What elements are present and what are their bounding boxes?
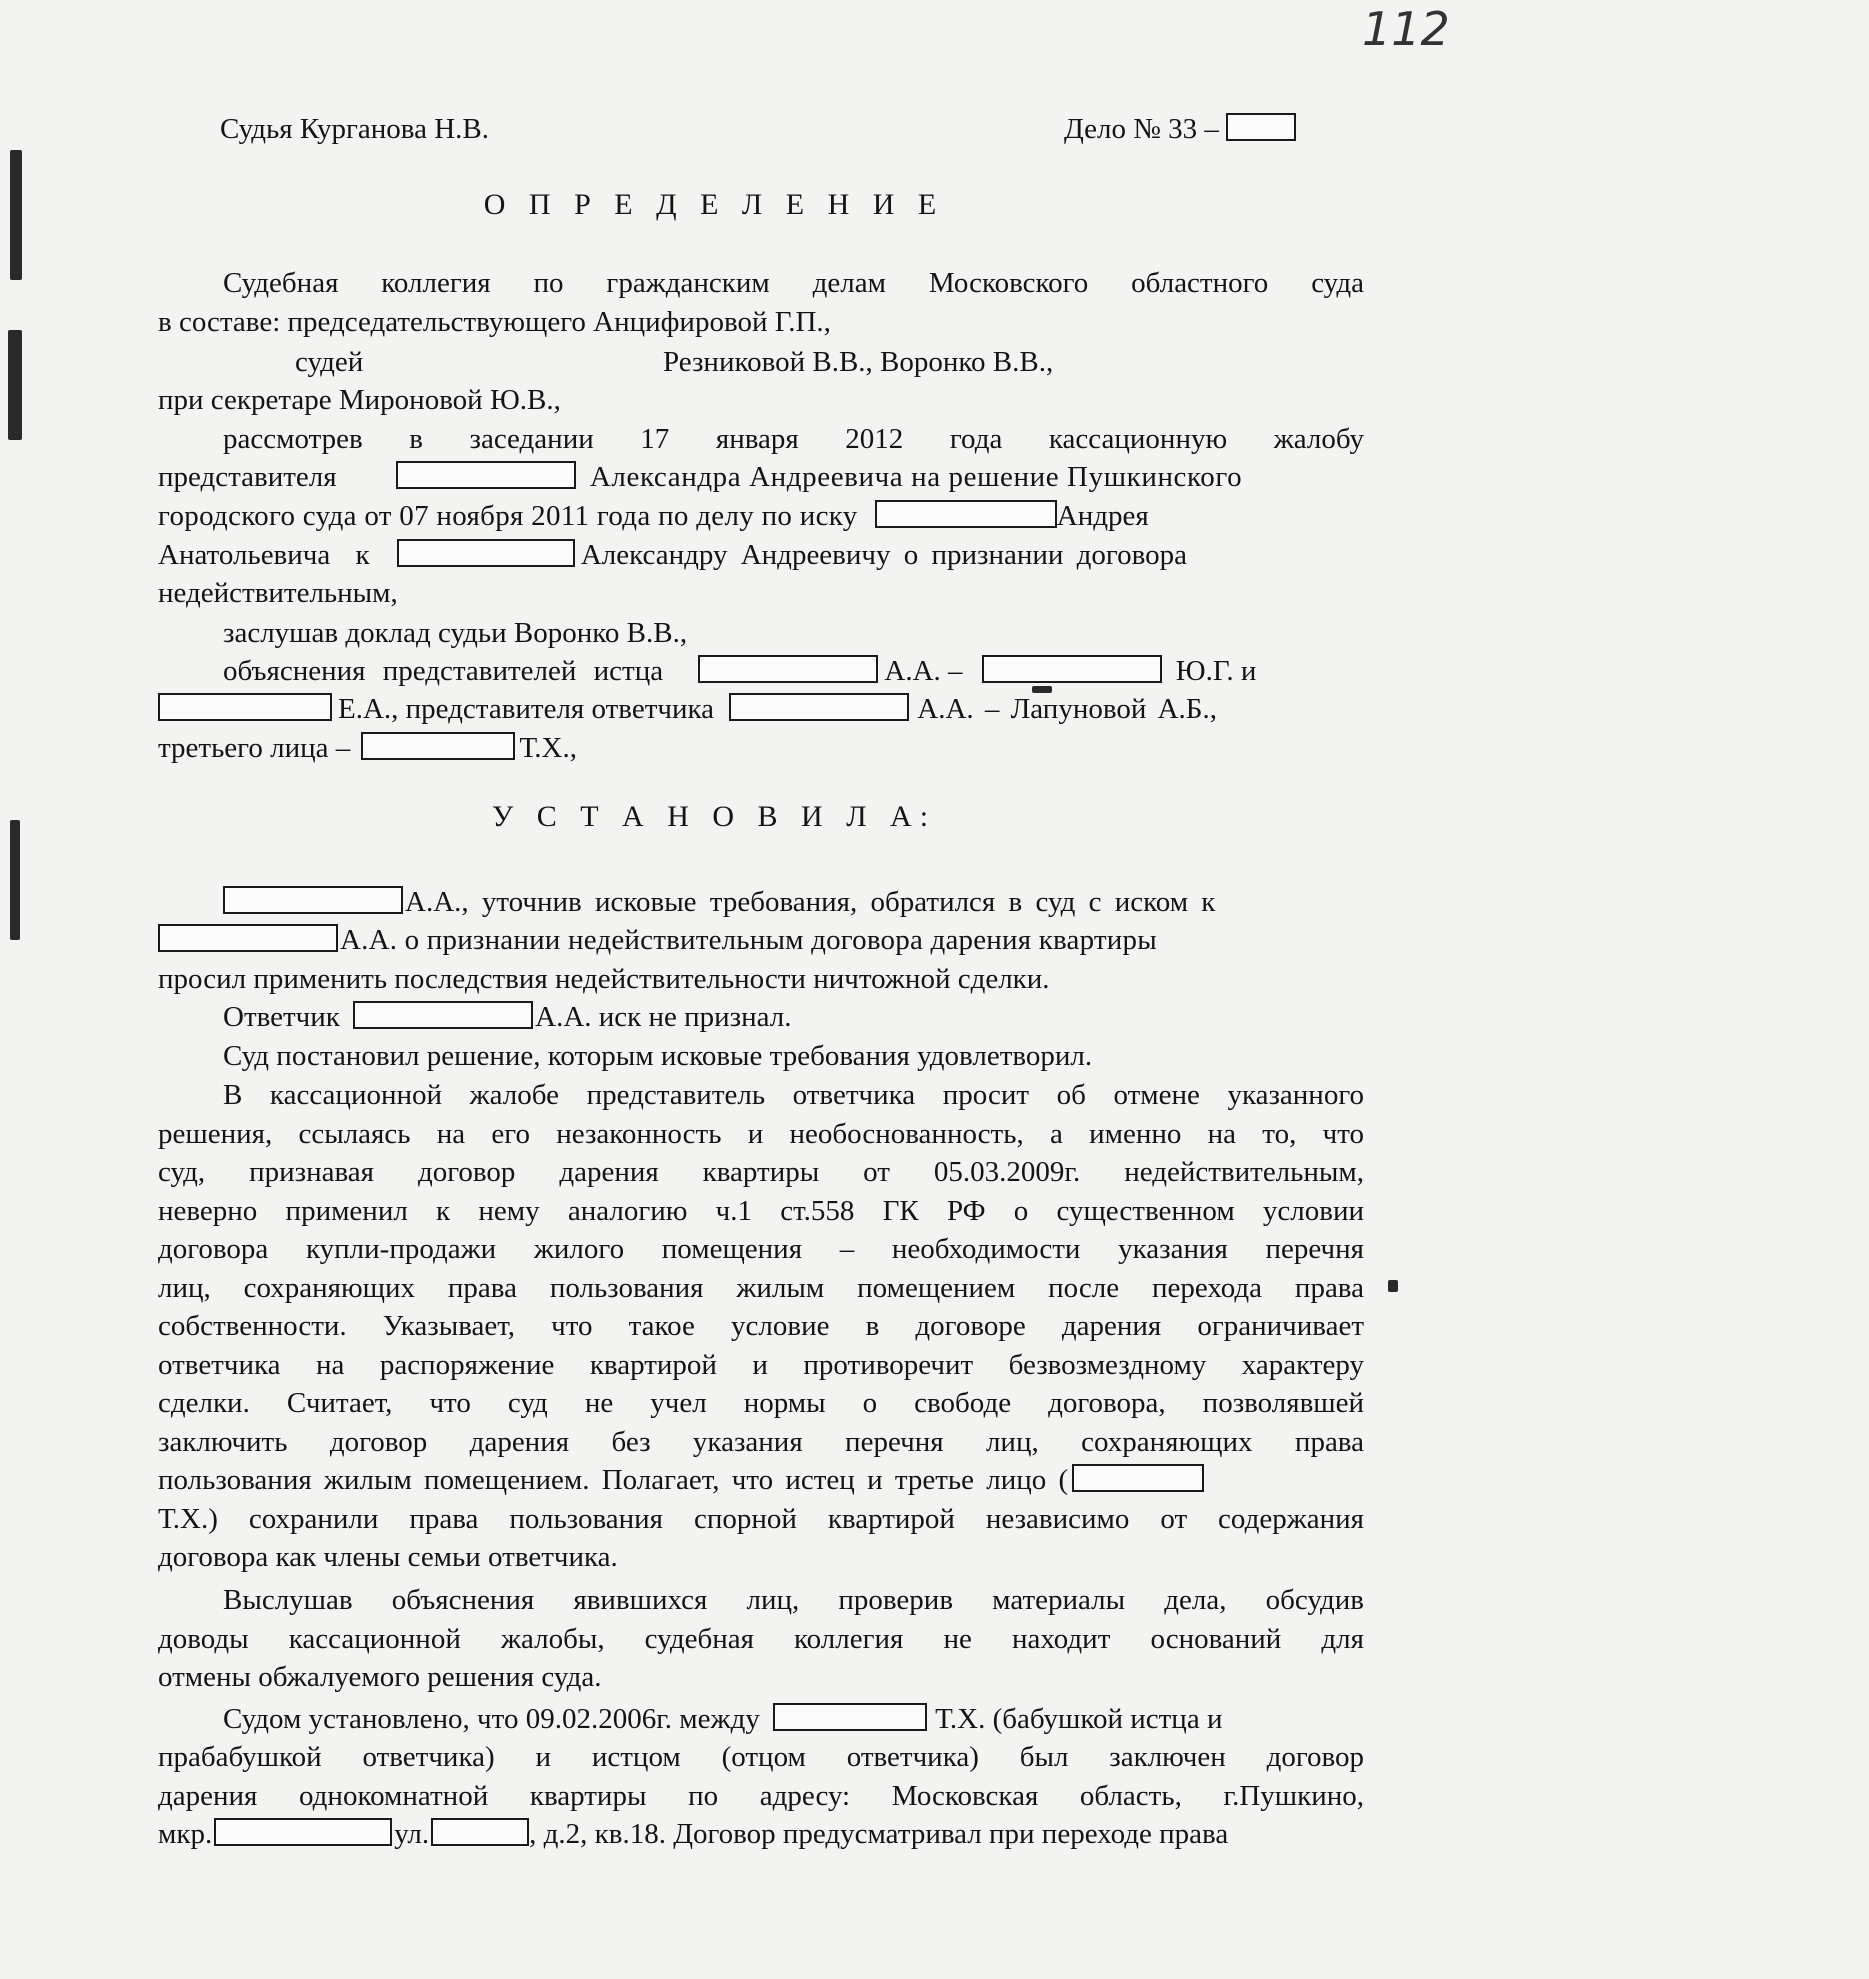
text-line: неверно применил к нему аналогию ч.1 ст.558 ГК РФ о существенном условии bbox=[158, 1195, 1364, 1227]
redacted-box bbox=[396, 461, 576, 489]
text-line: Е.А., представителя ответчика А.А. – Лапуновой А.Б., bbox=[158, 690, 1364, 728]
text-line: Ответчик А.А. иск не признал. bbox=[223, 1001, 792, 1033]
text-line: заключить договор дарения без указания перечня лиц, сохраняющих права bbox=[158, 1426, 1364, 1458]
text-line: прабабушкой ответчика) и истцом (отцом ответчика) был заключен договор bbox=[158, 1741, 1364, 1773]
text-line: объяснения представителей истца А.А. – Ю.Г. и bbox=[223, 655, 1257, 687]
scan-edge-mark bbox=[1388, 1280, 1398, 1292]
scan-edge-mark bbox=[8, 330, 22, 440]
text-line: просил применить последствия недействительности ничтожной сделки. bbox=[158, 963, 1050, 995]
text-line: Судебная коллегия по гражданским делам Московского областного суда bbox=[223, 267, 1364, 299]
text-line: ответчика на распоряжение квартирой и противоречит безвозмездному характеру bbox=[158, 1349, 1364, 1381]
redacted-box bbox=[431, 1818, 529, 1846]
text-line: Суд постановил решение, которым исковые требования удовлетворил. bbox=[223, 1040, 1093, 1072]
text-line: судей bbox=[295, 346, 364, 378]
redacted-box bbox=[1226, 113, 1296, 141]
redacted-box bbox=[397, 539, 575, 567]
redacted-box bbox=[214, 1818, 392, 1846]
case-number-label: Дело № 33 – bbox=[1064, 113, 1219, 145]
scan-edge-mark bbox=[10, 820, 20, 940]
text-line: Резниковой В.В., Воронко В.В., bbox=[663, 346, 1054, 378]
text-line: Т.Х.) сохранили права пользования спорной квартирой независимо от содержания bbox=[158, 1503, 1364, 1535]
text-line: суд, признавая договор дарения квартиры от 05.03.2009г. недействительным, bbox=[158, 1156, 1364, 1188]
text-line: при секретаре Мироновой Ю.В., bbox=[158, 384, 561, 416]
redacted-box bbox=[773, 1703, 927, 1731]
text-line: собственности. Указывает, что такое условие в договоре дарения ограничивает bbox=[158, 1310, 1364, 1342]
text-line: договора как члены семьи ответчика. bbox=[158, 1541, 618, 1573]
text-line: А.А. о признании недействительным договора дарения квартиры bbox=[158, 921, 1364, 959]
text-line: договора купли-продажи жилого помещения – необходимости указания перечня bbox=[158, 1233, 1364, 1265]
page-number: 112 bbox=[1362, 2, 1450, 56]
text-line: Выслушав объяснения явившихся лиц, проверив материалы дела, обсудив bbox=[223, 1584, 1364, 1616]
section-heading: У С Т А Н О В И Л А: bbox=[491, 800, 937, 833]
redacted-box bbox=[875, 500, 1057, 528]
text-line: представителя Александра Андреевича на решение Пушкинского bbox=[158, 461, 1243, 493]
redacted-box bbox=[1072, 1464, 1204, 1492]
redacted-box bbox=[361, 732, 515, 760]
judge-name: Судья Курганова Н.В. bbox=[220, 113, 490, 145]
redacted-box bbox=[158, 924, 338, 952]
document-title: О П Р Е Д Е Л Е Н И Е bbox=[483, 188, 945, 221]
redacted-box bbox=[698, 655, 878, 683]
text-line: А.А., уточнив исковые требования, обратился в суд с иском к bbox=[223, 883, 1364, 921]
redacted-box bbox=[223, 886, 403, 914]
text-line: дарения однокомнатной квартиры по адресу: Московская область, г.Пушкино, bbox=[158, 1780, 1364, 1812]
text-line: третьего лица – Т.Х., bbox=[158, 732, 577, 764]
redacted-box bbox=[982, 655, 1162, 683]
redacted-box bbox=[353, 1001, 533, 1029]
text-line: В кассационной жалобе представитель ответчика просит об отмене указанного bbox=[223, 1079, 1364, 1111]
text-line: заслушав доклад судьи Воронко В.В., bbox=[223, 617, 688, 649]
text-line: доводы кассационной жалобы, судебная коллегия не находит оснований для bbox=[158, 1623, 1364, 1655]
text-line: решения, ссылаясь на его незаконность и необоснованность, а именно на то, что bbox=[158, 1118, 1364, 1150]
text-line: лиц, сохраняющих права пользования жилым помещением после перехода права bbox=[158, 1272, 1364, 1304]
text-line: сделки. Считает, что суд не учел нормы о свободе договора, позволявшей bbox=[158, 1387, 1364, 1419]
text-line: Судом установлено, что 09.02.2006г. между Т.Х. (бабушкой истца и bbox=[223, 1703, 1223, 1735]
redacted-box bbox=[729, 693, 909, 721]
text-line: Анатольевича к Александру Андреевичу о признании договора bbox=[158, 539, 1187, 571]
text-line: отмены обжалуемого решения суда. bbox=[158, 1661, 602, 1693]
text-line: городского суда от 07 ноября 2011 года по делу по иску Андрея bbox=[158, 500, 1149, 532]
text-line: пользования жилым помещением. Полагает, что истец и третье лицо ( bbox=[158, 1461, 1364, 1499]
text-line: в составе: председательствующего Анцифировой Г.П., bbox=[158, 306, 831, 338]
case-number bbox=[1064, 110, 1324, 148]
redacted-box bbox=[158, 693, 332, 721]
text-line: мкр. ул. , д.2, кв.18. Договор предусматривал при переходе права bbox=[158, 1818, 1229, 1850]
text-line: рассмотрев в заседании 17 января 2012 года кассационную жалобу bbox=[223, 423, 1364, 455]
text-line: недействительным, bbox=[158, 577, 398, 609]
